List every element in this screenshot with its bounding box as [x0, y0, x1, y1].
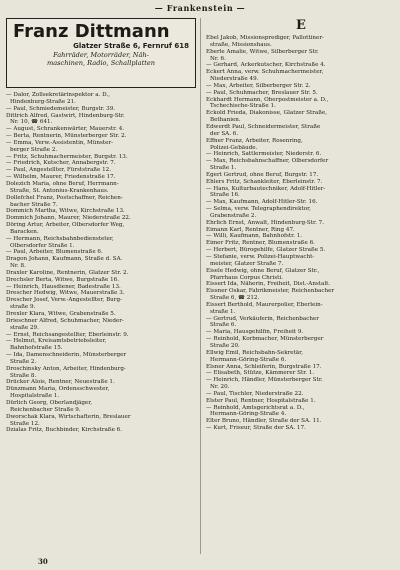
directory-entry: Niederstraße 49.	[210, 76, 259, 83]
directory-entry: Nr. 10, ☎ 641.	[10, 119, 53, 126]
directory-entry: Effner Franz, Arbeiter, Rosenring,	[206, 137, 303, 144]
directory-entry: Drechsler Berta, Witwe, Burgstraße 16.	[6, 276, 120, 283]
advertisement-box	[6, 18, 196, 88]
directory-entry: Hermann-Göring-Straße 6.	[210, 356, 287, 363]
directory-entry: — Hermann, Reichsbahnbediensteter,	[6, 235, 114, 242]
directory-entry: Straße 8.	[10, 372, 37, 379]
directory-entry: Droschinsky Anton, Arbeiter, Hindenburg-	[6, 365, 126, 372]
directory-entry: Straße 1.	[210, 165, 237, 172]
directory-entry: Baracken.	[10, 228, 39, 235]
directory-entry: — Emma, Verw.-Assistentin, Münster-	[6, 139, 113, 146]
directory-entry: — Paul, Tischler, Niederstraße 22.	[206, 390, 304, 397]
directory-entry: Drexler Klara, Witwe, Grabenstraße 5.	[6, 311, 116, 317]
directory-entry: Döring Artur, Arbeiter, Olbersdorfer Weg,	[6, 222, 125, 229]
directory-entry: Straße 12.	[10, 420, 40, 427]
directory-entry: Ebel Jakob, Missionsprediger, Pallottiner-	[206, 35, 324, 41]
directory-entry: — Heinrich, Hausdiener, Badestraße 13.	[6, 283, 121, 290]
directory-entry: — Gertrud, Verkäuferin, Reichenbacher	[206, 315, 319, 322]
directory-entry: Eckert Anna, verw. Schuhmachermeister,	[206, 69, 324, 76]
directory-entry: Nr. 8.	[10, 263, 26, 270]
directory-entry: — Hans, Kulturbautechniker, Adolf-Hitler-	[206, 185, 326, 192]
right-entry-list	[206, 35, 396, 432]
directory-entry: Elster Paul, Rentner, Hospitalstraße 1.	[206, 397, 316, 404]
directory-entry: — Paul, Angestellter, Fürststraße 12.	[6, 167, 112, 174]
directory-entry: — Ida, Damenschneiderin, Münsterberger	[6, 352, 127, 359]
directory-entry: Dollefchel Franz, Postschaffner, Reichen-	[6, 194, 123, 201]
directory-entry: Dünzmann Maria, Ordensschwester,	[6, 386, 110, 393]
directory-entry: Polizei-Gebäude.	[210, 144, 258, 151]
directory-entry: Nr. 20.	[210, 384, 230, 391]
directory-entry: Eissner Oskar, Fabrikmeister, Reichenbacher	[206, 288, 335, 295]
directory-entry: Straße 20.	[210, 342, 240, 349]
directory-entry: Ehrlich Ernst, Anwalt, Hindenburg-Str. 7.	[206, 219, 324, 226]
right-column	[206, 18, 396, 556]
directory-entry: — Dalor, Zollsekretärinspektor a. D.,	[6, 92, 110, 98]
directory-entry: bacher Straße 7.	[10, 201, 58, 208]
directory-entry: Dürlich Georg, Oberlandjäger,	[6, 399, 93, 406]
directory-entry: — Ernst, Reichsangestellter, Eberleinstr. 9.	[6, 331, 129, 338]
directory-entry: — Berta, Rentnerin, Münsterberger Str. 2.	[6, 133, 127, 140]
directory-entry: — Selma, verw. Telegraphendirektor,	[206, 206, 311, 213]
directory-entry: Grabenstraße 2.	[210, 212, 257, 219]
directory-entry: straße 9.	[10, 304, 36, 311]
directory-entry: — Paul, Arbeiter, Blumenstraße 6.	[6, 249, 103, 256]
directory-entry: Straße 2.	[10, 358, 37, 365]
directory-entry: Draxler Karoline, Rentnerin, Glatzer Str. 2.	[6, 269, 129, 276]
directory-entry: Eimer Fritz, Rentner, Blumenstraße 6.	[206, 240, 315, 247]
directory-entry: — Herbert, Bürogehilfe, Glatzer Straße 5.	[206, 247, 326, 254]
left-column	[6, 18, 196, 556]
section-letter: E	[296, 18, 306, 33]
directory-entry: — Wilhelm, Maurer, Friedenstraße 17.	[6, 174, 116, 181]
directory-entry: Hermann-Göring-Straße 4.	[210, 411, 287, 418]
directory-entry: Straße 6.	[210, 322, 237, 329]
ad-products-line-2: maschinen, Radio, Schallplatten	[46, 59, 156, 67]
ad-company-name: Franz Dittmann	[13, 21, 170, 42]
directory-entry: Pfarrhaus Corpus Christi.	[210, 274, 283, 281]
directory-entry: Eimann Karl, Rentner, Ring 47.	[206, 226, 295, 233]
directory-entry: — Paul, Schmiedemeister, Burgstr. 39.	[6, 105, 116, 112]
directory-entry: Dommich Martha, Witwe, Kirchstraße 13.	[6, 208, 125, 215]
directory-entry: Dittrich Alfred, Gastwirt, Hindenburg-Str.	[6, 112, 125, 119]
directory-entry: straße 29.	[10, 324, 39, 331]
directory-entry: der SA. 6.	[210, 130, 239, 137]
directory-entry: Straße 6, ☎ 212.	[210, 295, 260, 302]
directory-entry: Nr. 6.	[210, 55, 226, 62]
directory-entry: Dzialas Fritz, Buchbinder, Kirchstraße 6.	[6, 427, 123, 434]
directory-entry: Straße 16.	[210, 192, 240, 199]
page-number: 30	[38, 557, 48, 566]
directory-entry: berger Straße 2.	[10, 146, 58, 153]
directory-entry: Eissert Ida, Näherin, Freiheit, Dist.-Anstalt.	[206, 281, 331, 288]
directory-entry: Edwerdt Paul, Schneidermeister, Straße	[206, 123, 321, 130]
directory-entry: Olbersdorfer Straße 1.	[10, 242, 75, 249]
page-header: — Frankenstein —	[154, 3, 246, 13]
directory-entry: Drescher Hedwig, Witwe, Mauerstraße 3.	[6, 290, 125, 297]
directory-entry: Tschechische-Straße 1.	[210, 103, 276, 110]
directory-entry: — Kurt, Friseur, Straße der SA. 17.	[206, 425, 306, 432]
ad-products-line-1: Fahrräder, Motorräder, Näh-	[53, 51, 149, 59]
directory-entry: Drücker Alois, Rentner, Neuestraße 1.	[6, 379, 115, 386]
directory-entry: — Reinhold, Korbmacher, Münsterberger	[206, 336, 324, 343]
directory-entry: — Fritz, Schuhmachermeister, Burgstr. 13.	[6, 153, 128, 160]
directory-entry: Straße, St. Antonius-Krankenhaus.	[10, 187, 109, 194]
directory-entry: Eckold Frieda, Diakonisse, Glatzer Straße,	[206, 110, 328, 117]
directory-entry: Drescher Josef, Verw.-Angestellter, Burg-	[6, 297, 122, 304]
directory-entry: Hospitalstraße 1.	[10, 393, 60, 400]
directory-entry: Elter Bruno, Händler, Straße der SA. 11.	[206, 418, 322, 425]
left-entry-list	[6, 92, 196, 434]
directory-entry: — Willi, Kaufmann, Bahnhofstr. 1.	[206, 233, 303, 240]
ad-address: Glatzer Straße 6, Fernruf 618	[73, 42, 189, 50]
directory-entry: Dragon Johann, Kaufmann, Straße d. SA.	[6, 256, 123, 263]
directory-entry: Bahnhofstraße 15.	[10, 345, 63, 352]
directory-entry: straße, Missionshaus.	[210, 41, 272, 48]
column-divider	[200, 18, 201, 554]
directory-entry: Egert Gertrud, ohne Beruf, Burgstr. 17.	[206, 171, 319, 178]
directory-entry: Hindenburg-Straße 21.	[10, 98, 76, 105]
directory-entry: Drieschner Alfred, Schuhmacher, Nieder-	[6, 317, 124, 324]
directory-entry: — August, Schrankenwärter, Mauerstr. 4.	[6, 126, 125, 133]
directory-entry: — Elisabeth, Stütze, Kämmerer Str. 1.	[206, 370, 315, 377]
directory-entry: Eissert Berthold, Maurerpolier, Eberlein-	[206, 301, 323, 308]
directory-entry: — Maria, Hausgehilfin, Freiheit 9.	[206, 329, 304, 336]
directory-entry: — Heinrich, Händler, Münsterberger Str.	[206, 377, 323, 384]
directory-entry: Dommich Johann, Maurer, Niederstraße 22.	[6, 215, 131, 222]
directory-entry: — Heinrich, Sattlermeister, Niederstr. 6.	[206, 151, 322, 158]
directory-entry: Eckhardt Hermann, Oberpostmeister a. D.,	[206, 96, 329, 103]
directory-entry: Reichenbacher Straße 9.	[10, 406, 81, 413]
directory-entry: — Gerhard, Ackerkutscher, Kirchstraße 4.	[206, 62, 326, 69]
directory-entry: meister, Glatzer Straße 7.	[210, 260, 284, 267]
directory-entry: — Paul, Schuhmacher, Breslauer Str. 5.	[206, 89, 318, 96]
directory-entry: — Max, Arbeiter, Silberberger Str. 2.	[206, 82, 311, 89]
directory-entry: — Friedrich, Kutscher, Annabergstr. 7.	[6, 160, 116, 167]
directory-entry: Eisele Hedwig, ohne Beruf, Glatzer Str.,	[206, 267, 320, 274]
directory-entry: Eberle Amalie, Witwe, Silberberger Str.	[206, 48, 319, 55]
directory-entry: Elsner Anna, Schleiferin, Burgstraße 17.	[206, 363, 322, 370]
directory-entry: Ellwig Emil, Reichsbahn-Sekretär,	[206, 349, 303, 356]
directory-entry: straße 1.	[210, 308, 236, 315]
directory-entry: — Stefanie, verw. Polizei-Hauptwacht-	[206, 254, 315, 260]
directory-entry: — Helmut, Kreisamtsbetriebsleiter,	[6, 338, 107, 345]
directory-entry: Dolezich Maria, ohne Beruf, Herrmann-	[6, 180, 119, 187]
directory-entry: — Max, Kaufmann, Adolf-Hitler-Str. 16.	[206, 199, 318, 206]
directory-entry: Bethanien.	[210, 117, 241, 124]
directory-entry: Dworschak Klara, Wirtschafterin, Breslauer	[6, 413, 131, 420]
directory-entry: Ehlers Fritz, Schankleiter, Eberleinstr. 7.	[206, 178, 323, 185]
directory-entry: — Reinhold, Amtsgerichtsrat a. D.,	[206, 404, 305, 411]
directory-entry: — Max, Reichsbahnschaffner, Olbersdorfer	[206, 158, 329, 165]
